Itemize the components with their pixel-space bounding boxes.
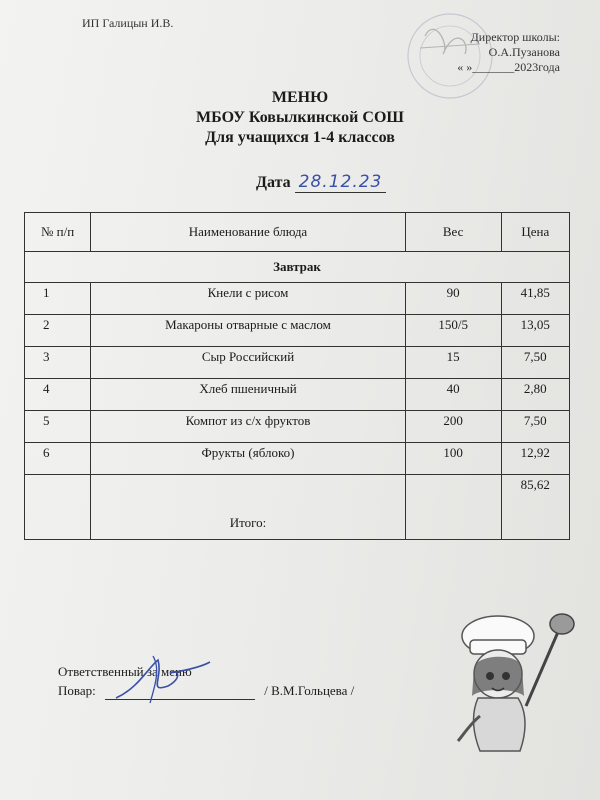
row-weight: 90 xyxy=(405,283,501,315)
table-row xyxy=(25,347,570,379)
row-dish: Сыр Российский xyxy=(91,347,405,379)
row-num: 2 xyxy=(25,315,91,347)
row-price: 13,05 xyxy=(501,315,569,347)
title-grades: Для учащихся 1-4 классов xyxy=(205,129,395,146)
row-price: 7,50 xyxy=(501,347,569,379)
row-weight: 40 xyxy=(405,379,501,411)
approval-name: О.А.Пузанова xyxy=(488,45,560,59)
row-num: 5 xyxy=(25,411,91,443)
row-num: 6 xyxy=(25,443,91,475)
total-label: Итого: xyxy=(91,475,405,540)
row-price: 41,85 xyxy=(501,283,569,315)
row-price: 12,92 xyxy=(501,443,569,475)
menu-titles xyxy=(0,88,600,148)
cook-signature xyxy=(108,648,218,708)
row-dish: Макароны отварные с маслом xyxy=(91,315,405,347)
approval-date: « »_______2023года xyxy=(457,60,560,74)
table-header-row xyxy=(25,213,570,252)
row-dish: Фрукты (яблоко) xyxy=(91,443,405,475)
row-num: 1 xyxy=(25,283,91,315)
col-header-num: № п/п xyxy=(25,213,91,252)
section-row xyxy=(25,252,570,283)
table-row xyxy=(25,283,570,315)
row-dish: Кнели с рисом xyxy=(91,283,405,315)
responsible-label: Ответственный за меню xyxy=(58,664,192,679)
col-header-name: Наименование блюда xyxy=(91,213,405,252)
row-weight: 15 xyxy=(405,347,501,379)
col-header-weight: Вес xyxy=(405,213,501,252)
table-row xyxy=(25,379,570,411)
approval-block xyxy=(457,30,560,75)
row-weight: 100 xyxy=(405,443,501,475)
table-row xyxy=(25,411,570,443)
total-empty-cell xyxy=(25,475,91,540)
date-value: 28.12.23 xyxy=(295,172,387,193)
row-num: 4 xyxy=(25,379,91,411)
row-weight: 150/5 xyxy=(405,315,501,347)
row-price: 2,80 xyxy=(501,379,569,411)
col-header-price: Цена xyxy=(501,213,569,252)
date-row xyxy=(256,172,386,192)
row-dish: Компот из с/х фруктов xyxy=(91,411,405,443)
table-row xyxy=(25,443,570,475)
title-school: МБОУ Ковылкинской СОШ xyxy=(196,109,404,126)
row-dish: Хлеб пшеничный xyxy=(91,379,405,411)
cook-name: / В.М.Гольцева / xyxy=(264,683,355,698)
table-row xyxy=(25,315,570,347)
section-breakfast: Завтрак xyxy=(25,252,570,283)
title-menu: МЕНЮ xyxy=(271,89,329,106)
menu-table xyxy=(24,212,570,540)
row-weight: 200 xyxy=(405,411,501,443)
row-num: 3 xyxy=(25,347,91,379)
chef-girl-illustration xyxy=(440,606,580,756)
row-price: 7,50 xyxy=(501,411,569,443)
total-value: 85,62 xyxy=(501,475,569,540)
vendor-label: ИП Галицын И.В. xyxy=(82,16,174,30)
total-weight-cell xyxy=(405,475,501,540)
date-label: Дата xyxy=(256,174,291,191)
approval-title: Директор школы: xyxy=(470,30,560,44)
total-row xyxy=(25,475,570,540)
cook-label: Повар: xyxy=(58,683,96,698)
